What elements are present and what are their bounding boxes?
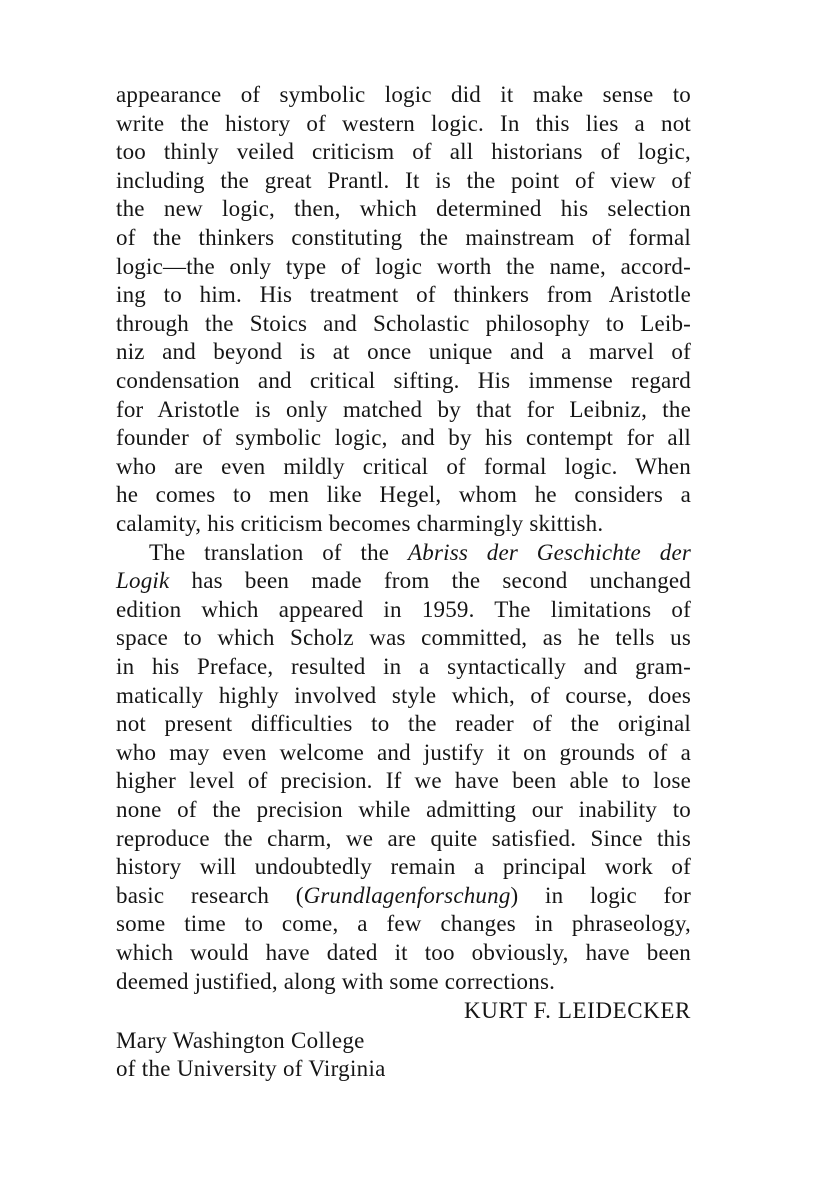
text-line — [116, 566, 691, 595]
text-line — [116, 137, 691, 166]
text-segment: in his Preface, resulted in a syntactically and gram- — [116, 654, 691, 679]
text-line — [116, 309, 691, 338]
text-line — [116, 824, 691, 853]
text-line — [116, 480, 691, 509]
affiliation-line-2: of the University of Virginia — [116, 1056, 386, 1081]
text-line — [116, 652, 691, 681]
text-line — [116, 166, 691, 195]
text-line — [116, 366, 691, 395]
text-segment: ing to him. His treatment of thinkers from Aristotle — [116, 282, 691, 308]
text-segment: who are even mildly critical of formal logic. When — [116, 453, 691, 479]
text-line — [116, 423, 691, 452]
text-line — [116, 395, 691, 424]
text-segment: logic—the only type of logic worth the name, accord- — [116, 253, 691, 279]
text-segment: none of the precision while admitting our inability to — [116, 797, 691, 822]
text-segment: basic research ( — [116, 882, 304, 908]
text-line — [116, 595, 691, 624]
italic-title: Grundlagenforschung — [303, 882, 511, 908]
text-line — [116, 80, 691, 109]
text-segment: edition which appeared in 1959. The limitations of — [116, 596, 691, 622]
text-line — [116, 795, 691, 824]
text-segment: appearance of symbolic logic did it make sense to — [116, 82, 691, 107]
text-segment: deemed justified, along with some corrections. — [116, 968, 556, 994]
text-line — [116, 681, 691, 710]
text-line — [116, 223, 691, 252]
text-line — [149, 538, 691, 567]
text-line — [116, 623, 691, 652]
text-segment: founder of symbolic logic, and by his contempt for all — [116, 425, 691, 451]
text-segment: reproduce the charm, we are quite satisfied. Since this — [116, 825, 691, 851]
text-line — [116, 852, 691, 881]
italic-title: Abriss der Geschichte der — [408, 539, 691, 565]
text-segment: too thinly veiled criticism of all historians of logic, — [116, 139, 691, 165]
text-segment: ) in logic for — [510, 882, 691, 908]
text-segment: condensation and critical sifting. His immense regard — [116, 368, 691, 393]
text-segment: he comes to men like Hegel, whom he considers a — [116, 482, 691, 508]
text-segment: The translation of the — [149, 539, 408, 565]
text-segment: through the Stoics and Scholastic philosophy to Leib- — [116, 310, 691, 336]
text-line — [116, 452, 691, 481]
text-line — [116, 766, 691, 795]
text-segment: calamity, his criticism becomes charmingly skittish. — [116, 511, 604, 536]
text-segment: history will undoubtedly remain a principal work of — [116, 854, 691, 880]
text-line — [116, 280, 691, 309]
text-segment: including the great Prantl. It is the point of view of — [116, 167, 691, 193]
text-segment: space to which Scholz was committed, as he tells us — [116, 625, 691, 651]
author-signature: KURT F. LEIDECKER — [464, 998, 691, 1023]
text-line — [116, 194, 691, 223]
text-line — [116, 709, 691, 738]
text-segment: niz and beyond is at once unique and a marvel of — [116, 339, 691, 365]
affiliation-line-1: Mary Washington College — [116, 1028, 365, 1053]
text-line — [116, 881, 691, 910]
text-segment: has been made from the second unchanged — [169, 568, 691, 594]
text-segment: who may even welcome and justify it on grounds of a — [116, 739, 691, 765]
text-line — [116, 738, 691, 767]
text-line — [116, 938, 691, 967]
text-segment: some time to come, a few changes in phraseology, — [116, 911, 691, 937]
text-segment: which would have dated it too obviously, have been — [116, 940, 691, 965]
text-line — [116, 109, 691, 138]
text-segment: higher level of precision. If we have been able to lose — [116, 768, 691, 794]
text-segment: matically highly involved style which, of course, does — [116, 682, 691, 708]
text-segment: of the thinkers constituting the mainstream of formal — [116, 225, 691, 250]
text-line — [116, 967, 691, 996]
text-segment: write the history of western logic. In this lies a not — [116, 110, 691, 136]
text-line — [116, 252, 691, 281]
text-segment: the new logic, then, which determined his selection — [116, 196, 691, 222]
italic-title: Logik — [116, 568, 170, 594]
text-line — [116, 509, 691, 538]
text-line — [116, 909, 691, 938]
text-segment: for Aristotle is only matched by that for Leibniz, the — [116, 396, 691, 422]
text-segment: not present difficulties to the reader of the original — [116, 711, 691, 737]
text-line — [116, 337, 691, 366]
